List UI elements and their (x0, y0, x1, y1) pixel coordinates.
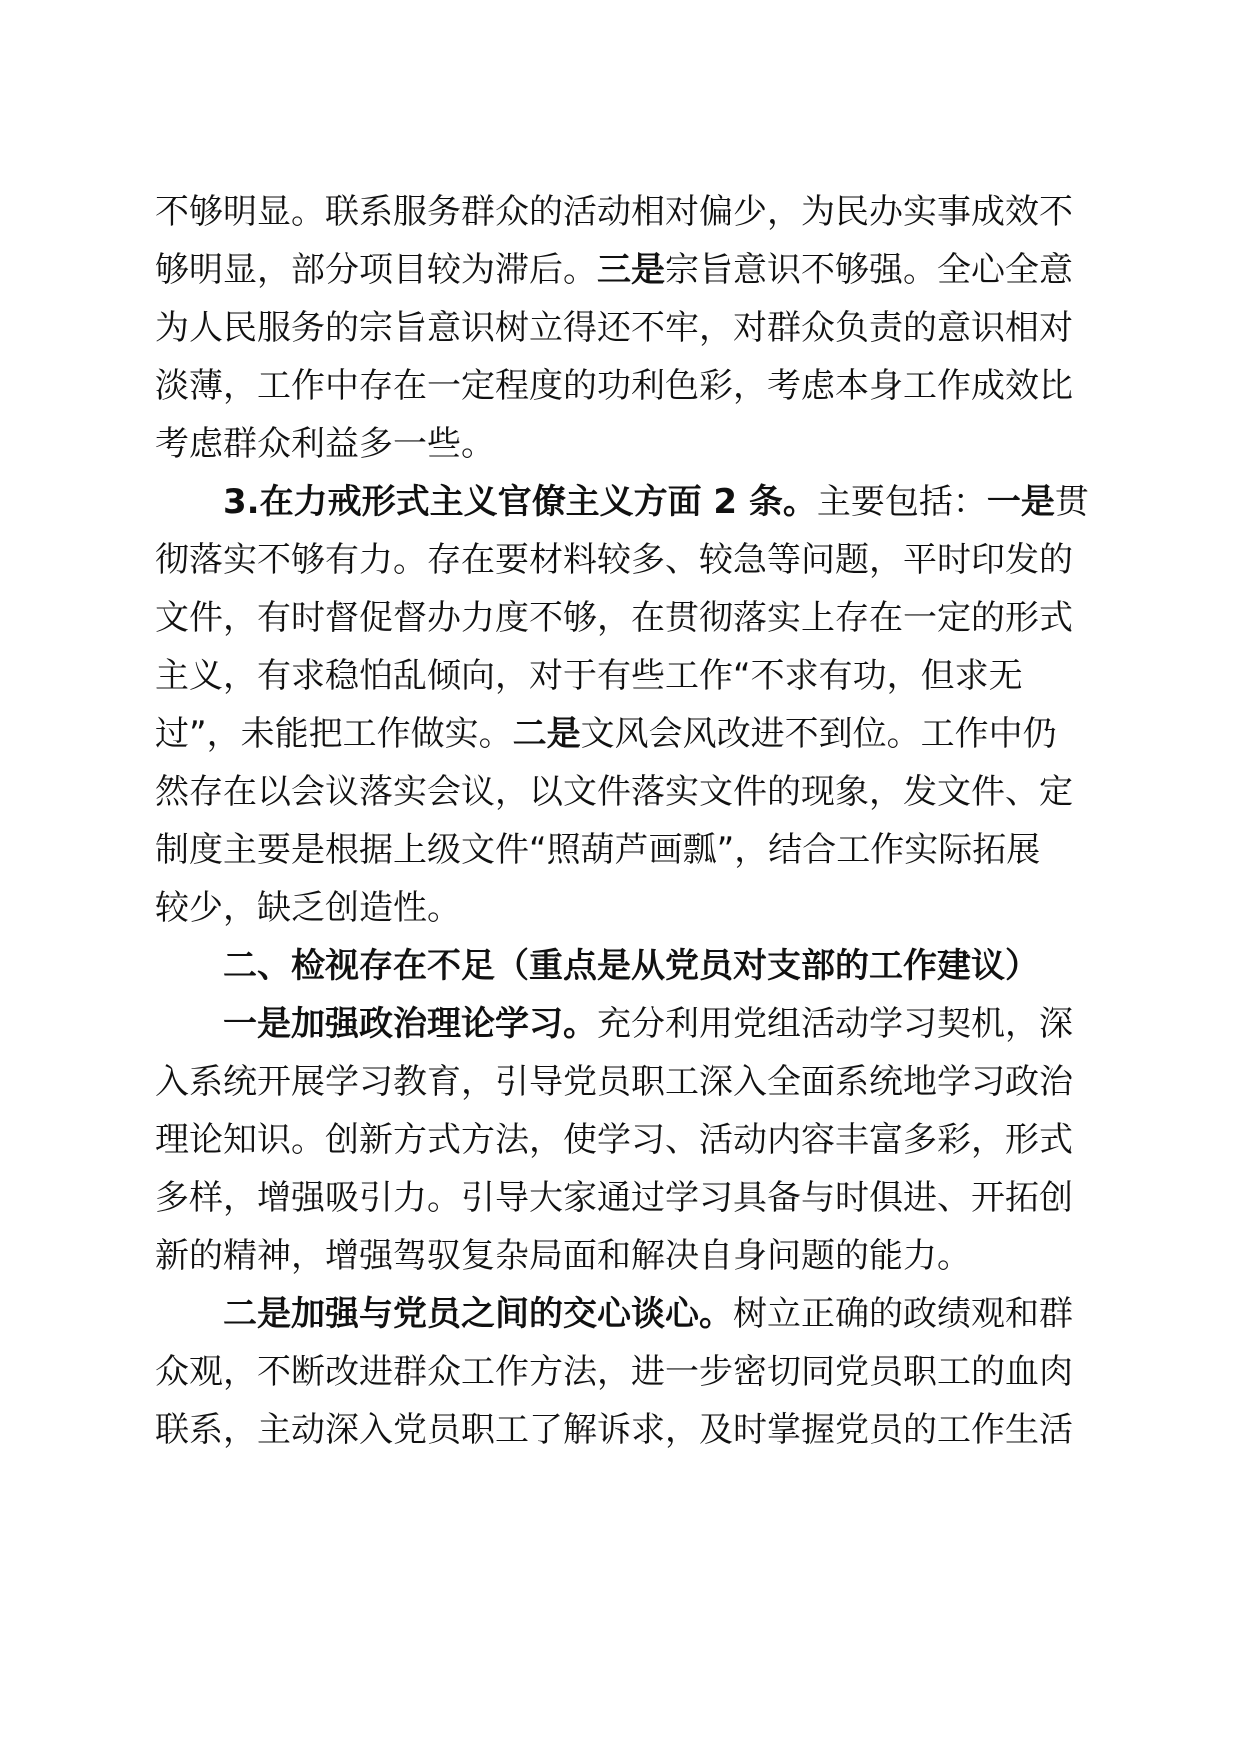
text-line (155, 647, 1067, 705)
bold-text-run: 3.在力戒形式主义官僚主义方面 2 条。 (223, 482, 817, 522)
text-run: 联系，主动深入党员职工了解诉求，及时掌握党员的工作生活 (155, 1410, 1073, 1450)
bold-text-run: 二是 (512, 714, 581, 754)
text-run: 彻落实不够有力。存在要材料较多、较急等问题，平时印发的 (155, 540, 1073, 580)
text-run: 贯 (1054, 482, 1089, 522)
text-run: 宗旨意识不够强。全心全意 (665, 250, 1073, 290)
bold-text-run: 一是 (986, 482, 1055, 522)
text-line (155, 763, 1073, 821)
text-line (155, 1053, 1073, 1111)
text-run: 过”，未能把工作做实。 (155, 714, 513, 754)
text-run: 制度主要是根据上级文件“照葫芦画瓢”，结合工作实际拓展 (155, 830, 1041, 870)
section-2-heading (155, 937, 1067, 995)
document-body (155, 183, 1089, 1459)
text-line (155, 1169, 1073, 1227)
text-line (155, 531, 1073, 589)
text-line (155, 705, 1067, 763)
text-run: 考虑群众利益多一些。 (155, 424, 495, 464)
text-line (155, 879, 1067, 937)
text-run: 多样，增强吸引力。引导大家通过学习具备与时俱进、开拓创 (155, 1178, 1073, 1218)
text-line (155, 415, 1067, 473)
text-line (155, 589, 1073, 647)
text-line (155, 357, 1073, 415)
text-run: 新的精神，增强驾驭复杂局面和解决自身问题的能力。 (155, 1236, 971, 1276)
text-run: 为人民服务的宗旨意识树立得还不牢，对群众负责的意识相对 (155, 308, 1073, 348)
text-line (155, 821, 1067, 879)
text-run: 充分利用党组活动学习契机，深 (597, 1004, 1073, 1044)
text-run: 入系统开展学习教育，引导党员职工深入全面系统地学习政治 (155, 1062, 1073, 1102)
text-line (155, 1343, 1073, 1401)
text-line (155, 1401, 1073, 1459)
item-2-first-line (155, 1285, 1073, 1343)
text-line (155, 183, 1073, 241)
text-run: 文件，有时督促督办力度不够，在贯彻落实上存在一定的形式 (155, 598, 1073, 638)
text-run: 淡薄，工作中存在一定程度的功利色彩，考虑本身工作成效比 (155, 366, 1073, 406)
bold-text-run: 三是 (597, 250, 665, 290)
text-run: 然存在以会议落实会议，以文件落实文件的现象，发文件、定 (155, 772, 1073, 812)
text-line (155, 1227, 1067, 1285)
text-run: 够明显，部分项目较为滞后。 (155, 250, 597, 290)
text-run: 树立正确的政绩观和群 (733, 1294, 1073, 1334)
text-run: 理论知识。创新方式方法，使学习、活动内容丰富多彩，形式 (155, 1120, 1073, 1160)
bold-text-run: 二、检视存在不足（重点是从党员对支部的工作建议） (223, 946, 1039, 986)
text-run: 众观，不断改进群众工作方法，进一步密切同党员职工的血肉 (155, 1352, 1073, 1392)
text-run: 主要包括： (816, 482, 987, 522)
bold-text-run: 二是加强与党员之间的交心谈心。 (223, 1294, 733, 1334)
text-line (155, 299, 1073, 357)
text-run: 较少，缺乏创造性。 (155, 888, 461, 928)
bold-text-run: 一是加强政治理论学习。 (223, 1004, 597, 1044)
text-run: 主义，有求稳怕乱倾向，对于有些工作“不求有功，但求无 (155, 656, 1023, 696)
text-line (155, 241, 1073, 299)
text-line (155, 1111, 1073, 1169)
text-run: 不够明显。联系服务群众的活动相对偏少，为民办实事成效不 (155, 192, 1073, 232)
item-1-first-line (155, 995, 1073, 1053)
text-run: 文风会风改进不到位。工作中仍 (580, 714, 1057, 754)
section-3-heading-line (155, 473, 1089, 531)
